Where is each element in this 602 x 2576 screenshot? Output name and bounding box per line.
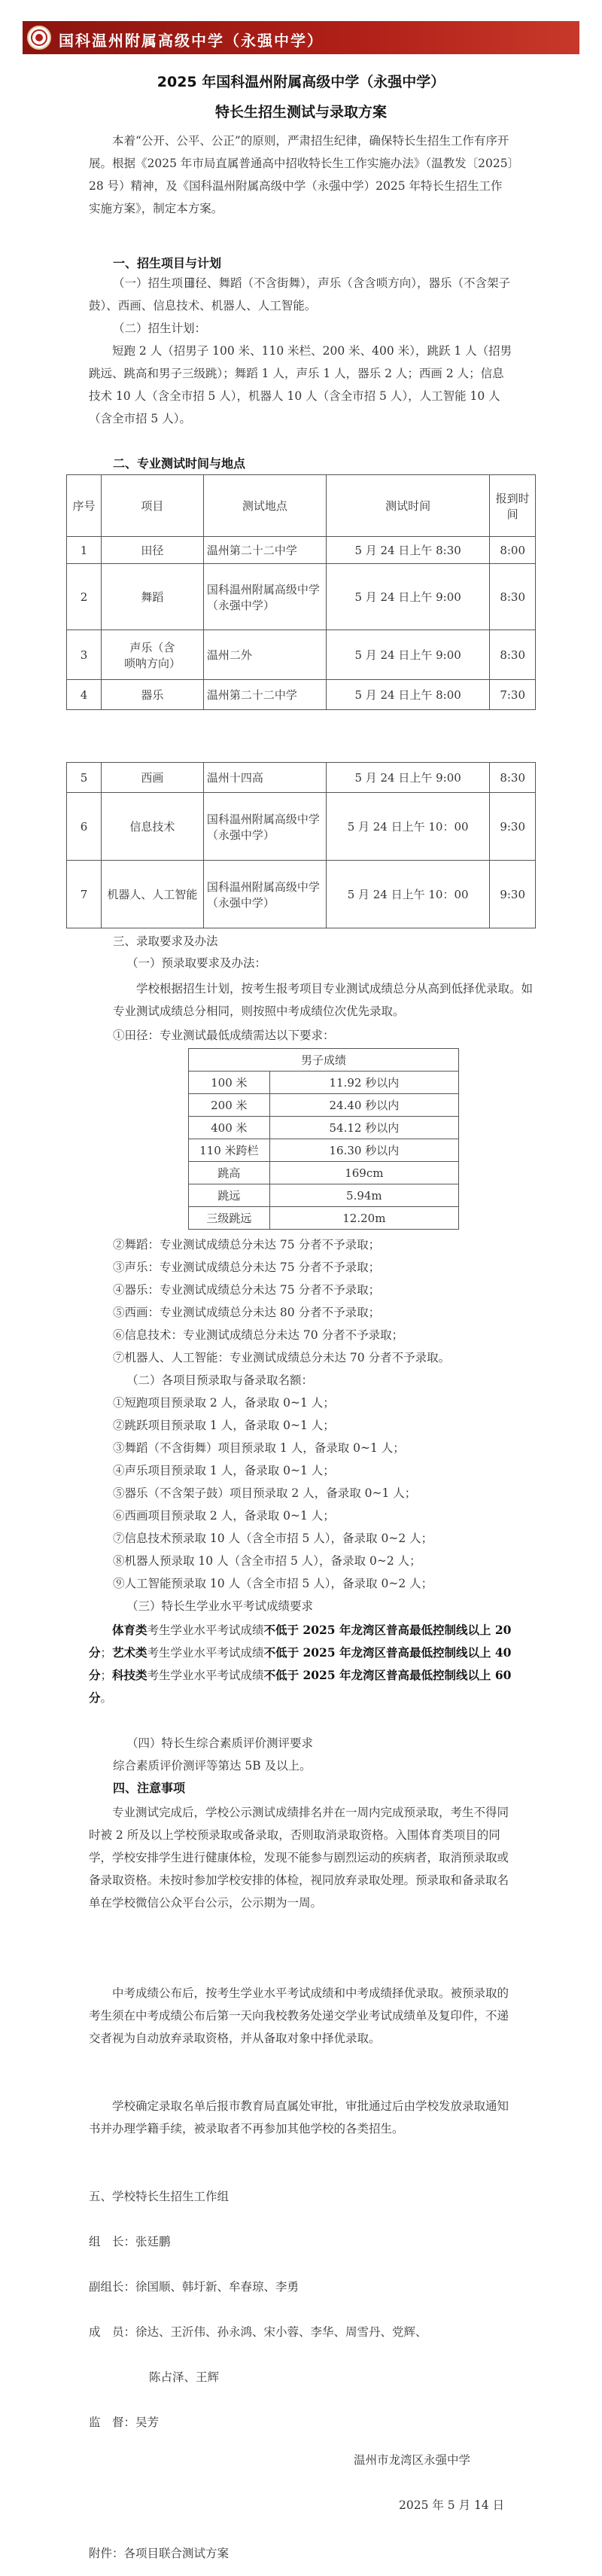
- supervisor-name: 吴芳: [135, 2416, 160, 2429]
- section3-sub1-title: （一）预录取要求及办法：: [126, 956, 267, 970]
- quota-item: ⑦信息技术预录取 10 人（含全市招 5 人），备录取 0~2 人；: [113, 1532, 433, 1545]
- bold-text: 体育类: [112, 1623, 147, 1637]
- bold-text: 不低于 2025 年龙湾区普高最低控制线以上 20 分: [89, 1623, 512, 1660]
- track-event: 110 米跨栏: [189, 1139, 270, 1162]
- school-logo-icon: [27, 26, 51, 50]
- members-names: 徐达、王沂伟、孙永鸿、宋小蓉、李华、周雪丹、党辉、: [135, 2325, 427, 2339]
- signature-date: 2025 年 5 月 14 日: [399, 2498, 505, 2512]
- row-time: 5 月 24 日上午 9:00: [326, 564, 489, 630]
- plain-text: ；: [100, 1669, 113, 1682]
- section4-paragraph-1: 专业测试完成后，学校公示测试成绩排名并在一周内完成预录取，考生不得同时被 2 所及以上学校预录取或备录取，否则取消录取资格。入围体育类项目的同学，学校安排学生进行健康体检，发现不能参与剧烈运动的疾病者，取消预录取或备录取资格。未按时参加学校安排的体检，视同放弃录取处理。预录取和备录取名单在学校微信公众平台公示，公示期为一周。: [89, 1806, 509, 1910]
- header-place: 测试地点: [203, 475, 326, 537]
- row-place: 温州第二十二中学: [203, 680, 326, 710]
- track-intro: ①田径：专业测试最低成绩需达以下要求：: [113, 1029, 335, 1042]
- row-time: 5 月 24 日上午 10：00: [326, 793, 489, 861]
- row-time: 5 月 24 日上午 9:00: [326, 763, 489, 793]
- document-title: 2025 年国科温州附属高级中学（永强中学）: [157, 74, 445, 90]
- track-event: 100 米: [189, 1072, 270, 1094]
- header-report: 报到时间: [490, 475, 536, 537]
- track-header-row: [189, 1049, 459, 1072]
- row-report: 8:30: [490, 630, 536, 680]
- row-report: 9:30: [490, 793, 536, 861]
- table-row: [67, 861, 536, 928]
- track-event: 三级跳远: [189, 1207, 270, 1230]
- leader-label: 组 长：: [89, 2235, 136, 2248]
- schedule-header-row: [67, 475, 536, 537]
- row-time: 5 月 24 日上午 8:30: [326, 537, 489, 564]
- row-place: 温州十四高: [203, 763, 326, 793]
- section4-paragraph-2: 中考成绩公布后，按考生学业水平考试成绩和中考成绩择优录取。被预录取的考生须在中考成绩公布后第一天向我校教务处递交学业考试成绩单及复印件，不递交者视为自动放弃录取资格，并从备取对象中择优录取。: [89, 1986, 509, 2045]
- signature-org: 温州市龙湾区永强中学: [354, 2453, 471, 2467]
- row-time: 5 月 24 日上午 10：00: [326, 861, 489, 928]
- row-no: 3: [67, 630, 102, 680]
- table-row: [189, 1139, 459, 1162]
- header-no: 序号: [67, 475, 102, 537]
- quota-item: ⑧机器人预录取 10 人（含全市招 5 人），备录取 0~2 人；: [113, 1554, 421, 1568]
- section3-heading: 三、录取要求及办法: [113, 934, 218, 948]
- row-report: 9:30: [490, 861, 536, 928]
- row-place: 国科温州附属高级中学（永强中学）: [203, 564, 326, 630]
- table-row: [189, 1094, 459, 1117]
- plain-text: 。: [100, 1691, 113, 1705]
- quota-item: ③舞蹈（不含街舞）项目预录取 1 人，备录取 0~1 人；: [113, 1441, 405, 1455]
- track-event: 200 米: [189, 1094, 270, 1117]
- requirement-item: ③声乐：专业测试成绩总分未达 75 分者不予录取；: [113, 1261, 381, 1274]
- members-row: [89, 2321, 427, 2343]
- row-item: 舞蹈: [101, 564, 203, 630]
- table-row: [67, 564, 536, 630]
- section1-sub2-title: （二）招生计划：: [113, 322, 207, 335]
- row-no: 4: [67, 680, 102, 710]
- section3-sub4-text: 综合素质评价测评等第达 5B 及以上。: [113, 1759, 312, 1773]
- row-place: 国科温州附属高级中学（永强中学）: [203, 793, 326, 861]
- track-standards-table: [188, 1048, 459, 1230]
- supervisor-row: [89, 2411, 159, 2434]
- table-row: [67, 763, 536, 793]
- schedule-table-1: [66, 474, 536, 710]
- school-name: 国科温州附属高级中学（永强中学）: [59, 32, 324, 50]
- schedule-table-2: [66, 762, 536, 928]
- row-item: 西画: [101, 763, 203, 793]
- track-event: 400 米: [189, 1117, 270, 1139]
- members-label: 成 员：: [89, 2325, 136, 2339]
- track-table-title: 男子成绩: [189, 1049, 459, 1072]
- plain-text: ；: [100, 1646, 113, 1660]
- section3-sub2-title: （二）各项目预录取与备录取名额：: [126, 1373, 314, 1387]
- table-row: [189, 1162, 459, 1184]
- row-report: 8:30: [490, 564, 536, 630]
- bold-text: 不低于 2025 年龙湾区普高最低控制线以上 60 分: [89, 1668, 512, 1705]
- row-item: 声乐（含唢呐方向）: [101, 630, 203, 680]
- intro-paragraph: 本着“公开、公平、公正”的原则，严肃招生纪律，确保特长生招生工作有序开展。根据《2025 年市局直属普通高中招收特长生工作实施办法》（温教发〔2025〕28 号）精神，及《国科温州附属高级中学（永强中学）2025 年特长生招生工作实施方案》，制定本方案。: [89, 134, 514, 215]
- members-row-continued: 陈占泽、王辉: [149, 2370, 220, 2384]
- table-row: [189, 1072, 459, 1094]
- section1-heading: 一、招生项目与计划: [113, 256, 222, 270]
- plain-text: 考生学业水平考试成绩: [147, 1623, 264, 1637]
- section3-sub1-text: 学校根据招生计划，按考生报考项目专业测试成绩总分从高到低择优录取。如专业测试成绩总分相同，则按照中考成绩位次优先录取。: [113, 982, 534, 1018]
- table-row: [67, 793, 536, 861]
- row-item: 器乐: [101, 680, 203, 710]
- row-item: 机器人、人工智能: [101, 861, 203, 928]
- bold-text: 不低于 2025 年龙湾区普高最低控制线以上 40 分: [89, 1645, 512, 1682]
- header-item: 项目: [101, 475, 203, 537]
- section1-sub2-text: 短跑 2 人（招男子 100 米、110 米栏、200 米、400 米），跳跃 1 人（招男跳远、跳高和男子三级跳）；舞蹈 1 人，声乐 1 人，器乐 2 人；西画 2 人；信息技术 10 人（含全市招 5 人），机器人 10 人（含全市招 5 人），人工智能 10 人（含全市招 5 人）。: [89, 344, 512, 425]
- track-value: 169cm: [269, 1162, 458, 1184]
- row-item: 田径: [101, 537, 203, 564]
- section4-heading: 四、注意事项: [113, 1781, 186, 1795]
- row-item: 信息技术: [101, 793, 203, 861]
- track-value: 16.30 秒以内: [269, 1139, 458, 1162]
- track-event: 跳高: [189, 1162, 270, 1184]
- leader-name: 张廷鹏: [135, 2235, 171, 2248]
- quota-item: ⑥西画项目预录取 2 人，备录取 0~1 人；: [113, 1509, 335, 1523]
- document-subtitle: 特长生招生测试与录取方案: [214, 104, 387, 120]
- row-time: 5 月 24 日上午 9:00: [326, 630, 489, 680]
- requirement-item: ⑤西画：专业测试成绩总分未达 80 分者不予录取；: [113, 1306, 381, 1319]
- quota-item: ①短跑项目预录取 2 人，备录取 0~1 人；: [113, 1396, 335, 1410]
- row-no: 7: [67, 861, 102, 928]
- quota-item: ④声乐项目预录取 1 人，备录取 0~1 人；: [113, 1464, 335, 1477]
- table-row: [189, 1207, 459, 1230]
- attachment-note: 附件：各项目联合测试方案: [89, 2547, 230, 2560]
- row-report: 8:00: [490, 537, 536, 564]
- track-value: 12.20m: [269, 1207, 458, 1230]
- row-report: 7:30: [490, 680, 536, 710]
- plain-text: 考生学业水平考试成绩: [147, 1646, 264, 1660]
- section3-sub3-text: [89, 1619, 514, 1709]
- requirement-item: ④器乐：专业测试成绩总分未达 75 分者不予录取；: [113, 1283, 381, 1297]
- section1-sub1-title: （一）招生项目：: [113, 276, 207, 290]
- track-value: 54.12 秒以内: [269, 1117, 458, 1139]
- quota-item: ②跳跃项目预录取 1 人，备录取 0~1 人；: [113, 1419, 335, 1432]
- bold-text: 科技类: [112, 1668, 147, 1682]
- section2-heading: 二、专业测试时间与地点: [113, 456, 246, 471]
- supervisor-label: 监 督：: [89, 2416, 136, 2429]
- section1-sub1-text: 田径、舞蹈（不含街舞），声乐（含含唢方向），器乐（不含架子鼓）、西画、信息技术、机器人、人工智能。: [89, 276, 511, 312]
- quota-item: ⑤器乐（不含架子鼓）项目预录取 2 人，备录取 0~1 人；: [113, 1486, 417, 1500]
- row-place: 国科温州附属高级中学（永强中学）: [203, 861, 326, 928]
- leader-row: [89, 2230, 171, 2253]
- row-time: 5 月 24 日上午 8:00: [326, 680, 489, 710]
- row-place: 温州第二十二中学: [203, 537, 326, 564]
- row-no: 5: [67, 763, 102, 793]
- track-value: 24.40 秒以内: [269, 1094, 458, 1117]
- requirement-item: ⑥信息技术：专业测试成绩总分未达 70 分者不予录取；: [113, 1328, 404, 1342]
- track-value: 5.94m: [269, 1184, 458, 1207]
- table-row: [67, 680, 536, 710]
- row-no: 6: [67, 793, 102, 861]
- row-no: 1: [67, 537, 102, 564]
- vice-leader-row: [89, 2276, 299, 2298]
- requirement-item: ②舞蹈：专业测试成绩总分未达 75 分者不予录取；: [113, 1238, 381, 1251]
- table-row: [67, 537, 536, 564]
- row-no: 2: [67, 564, 102, 630]
- vice-names: 徐国顺、韩圩新、牟春琼、李勇: [135, 2280, 299, 2294]
- quota-item: ⑨人工智能预录取 10 人（含全市招 5 人），备录取 0~2 人；: [113, 1577, 433, 1590]
- bold-text: 艺术类: [112, 1645, 147, 1660]
- requirement-item: ⑦机器人、人工智能：专业测试成绩总分未达 70 分者不予录取。: [113, 1351, 451, 1364]
- section5-heading: 五、学校特长生招生工作组: [89, 2190, 230, 2203]
- section3-sub3-title: （三）特长生学业水平考试成绩要求: [126, 1599, 314, 1613]
- section3-sub4-title: （四）特长生综合素质评价测评要求: [126, 1736, 314, 1750]
- plain-text: 考生学业水平考试成绩: [147, 1669, 264, 1682]
- table-row: [189, 1117, 459, 1139]
- section4-paragraph-3: 学校确定录取名单后报市教育局直属处审批，审批通过后由学校发放录取通知书并办理学籍手续，被录取者不再参加其他学校的各类招生。: [89, 2099, 509, 2135]
- header-time: 测试时间: [326, 475, 489, 537]
- table-row: [189, 1184, 459, 1207]
- row-report: 8:30: [490, 763, 536, 793]
- row-place: 温州二外: [203, 630, 326, 680]
- track-value: 11.92 秒以内: [269, 1072, 458, 1094]
- table-row: [67, 630, 536, 680]
- track-event: 跳远: [189, 1184, 270, 1207]
- vice-label: 副组长：: [89, 2280, 136, 2294]
- school-banner: [23, 21, 579, 54]
